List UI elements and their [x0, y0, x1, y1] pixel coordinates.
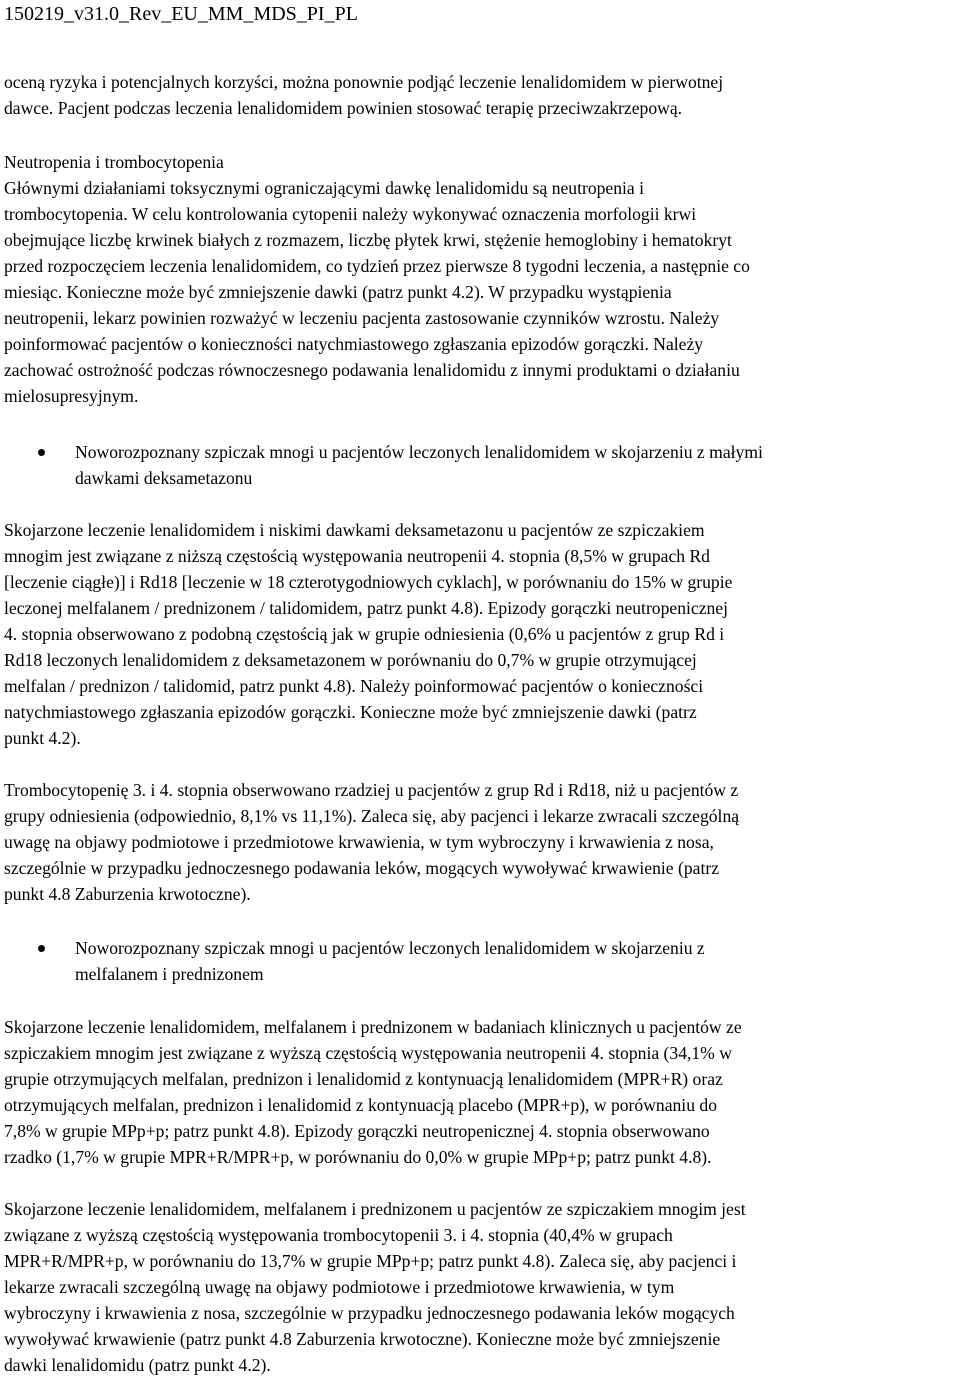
text-line: melfalanem i prednizonem — [75, 964, 264, 984]
section-heading: Neutropenia i trombocytopenia — [4, 152, 224, 172]
text-line: neutropenii, lekarz powinien rozważyć w leczeniu pacjenta zastosowanie czynników wzrostu. Należy — [4, 308, 720, 328]
paragraph-mpr-neutropenia — [4, 1014, 954, 1170]
text-line: wywoływać krwawienie (patrz punkt 4.8 Zaburzenia krwotoczne). Konieczne może być zmniejszenie — [4, 1329, 721, 1349]
text-line: [leczenie ciągłe)] i Rd18 [leczenie w 18 czterotygodniowych cyklach], w porównaniu do 15% w grupie — [4, 572, 733, 592]
text-line: Skojarzone leczenie lenalidomidem, melfalanem i prednizonem w badaniach klinicznych u pacjentów ze — [4, 1017, 742, 1037]
text-line: grupie otrzymujących melfalan, prednizon i lenalidomid z kontynuacją lenalidomidem (MPR+R) oraz — [4, 1069, 723, 1089]
bullet-item-low-dose-dexamethasone — [4, 439, 954, 491]
text-line: przed rozpoczęciem leczenia lenalidomidem, co tydzień przez pierwsze 8 tygodni leczenia, a następnie co — [4, 256, 750, 276]
text-line: miesiąc. Konieczne może być zmniejszenie dawki (patrz punkt 4.2). W przypadku wystąpienia — [4, 282, 672, 302]
bullet-item-melphalan-prednisone — [4, 935, 954, 987]
text-line: lekarze zwracali szczególną uwagę na objawy podmiotowe i przedmiotowe krwawienia, w tym — [4, 1277, 675, 1297]
text-line: trombocytopenia. W celu kontrolowania cytopenii należy wykonywać oznaczenia morfologii krwi — [4, 204, 697, 224]
paragraph-rd-neutropenia — [4, 517, 954, 751]
paragraph-anticoagulation — [4, 69, 954, 121]
text-line: otrzymujących melfalan, prednizon i lenalidomid z kontynuacją placebo (MPR+p), w porównaniu do — [4, 1095, 717, 1115]
text-line: MPR+R/MPR+p, w porównaniu do 13,7% w grupie MPp+p; patrz punkt 4.8). Zaleca się, aby pacjenci i — [4, 1251, 737, 1271]
text-line: szpiczakiem mnogim jest związane z wyższą częstością występowania neutropenii 4. stopnia (34,1% w — [4, 1043, 732, 1063]
text-line: natychmiastowego zgłaszania epizodów gorączki. Konieczne może być zmniejszenie dawki (patrz — [4, 702, 697, 722]
text-line: punkt 4.2). — [4, 728, 81, 748]
bullet-icon — [38, 449, 45, 456]
text-line: Noworozpoznany szpiczak mnogi u pacjentów leczonych lenalidomidem w skojarzeniu z małymi — [75, 442, 763, 462]
text-line: Noworozpoznany szpiczak mnogi u pacjentów leczonych lenalidomidem w skojarzeniu z — [75, 938, 705, 958]
text-line: dawki lenalidomidu (patrz punkt 4.2). — [4, 1355, 271, 1375]
bullet-icon — [38, 945, 45, 952]
text-line: dawkami deksametazonu — [75, 468, 253, 488]
text-line: Głównymi działaniami toksycznymi ograniczającymi dawkę lenalidomidu są neutropenia i — [4, 178, 645, 198]
text-line: szczególnie w przypadku jednoczesnego podawania leków, mogących wywoływać krwawienie (patrz — [4, 858, 720, 878]
text-line: mnogim jest związane z niższą częstością występowania neutropenii 4. stopnia (8,5% w grupach Rd — [4, 546, 710, 566]
paragraph-rd-thrombocytopenia — [4, 777, 954, 907]
text-line: Rd18 leczonych lenalidomidem z deksametazonem w porównaniu do 0,7% w grupie otrzymującej — [4, 650, 697, 670]
section-neutropenia — [4, 149, 954, 409]
paragraph-mpr-thrombocytopenia — [4, 1196, 954, 1378]
text-line: 4. stopnia obserwowano z podobną częstością jak w grupie odniesienia (0,6% u pacjentów z grup Rd i — [4, 624, 725, 644]
text-line: punkt 4.8 Zaburzenia krwotoczne). — [4, 884, 251, 904]
document-header: 150219_v31.0_Rev_EU_MM_MDS_PI_PL — [4, 3, 358, 25]
text-line: uwagę na objawy podmiotowe i przedmiotowe krwawienia, w tym wybroczyny i krwawienia z nosa, — [4, 832, 714, 852]
text-line: związane z wyższą częstością występowania trombocytopenii 3. i 4. stopnia (40,4% w grupach — [4, 1225, 673, 1245]
text-line: poinformować pacjentów o konieczności natychmiastowego zgłaszania epizodów gorączki. Należy — [4, 334, 704, 354]
text-line: Skojarzone leczenie lenalidomidem i niskimi dawkami deksametazonu u pacjentów ze szpiczakiem — [4, 520, 705, 540]
text-line: dawce. Pacjent podczas leczenia lenalidomidem powinien stosować terapię przeciwzakrzepową. — [4, 98, 683, 118]
text-line: melfalan / prednizon / talidomid, patrz punkt 4.8). Należy poinformować pacjentów o konieczności — [4, 676, 704, 696]
text-line: grupy odniesienia (odpowiednio, 8,1% vs 11,1%). Zaleca się, aby pacjenci i lekarze zwracali szczególną — [4, 806, 740, 826]
text-line: obejmujące liczbę krwinek białych z rozmazem, liczbę płytek krwi, stężenie hemoglobiny i hematokryt — [4, 230, 732, 250]
text-line: oceną ryzyka i potencjalnych korzyści, można ponownie podjąć leczenie lenalidomidem w pierwotnej — [4, 72, 724, 92]
text-line: mielosupresyjnym. — [4, 386, 139, 406]
text-line: 7,8% w grupie MPp+p; patrz punkt 4.8). Epizody gorączki neutropenicznej 4. stopnia obserwowano — [4, 1121, 710, 1141]
text-line: leczonej melfalanem / prednizonem / talidomidem, patrz punkt 4.8). Epizody gorączki neutropenicznej — [4, 598, 729, 618]
text-line: rzadko (1,7% w grupie MPR+R/MPR+p, w porównaniu do 0,0% w grupie MPp+p; patrz punkt 4.8). — [4, 1147, 712, 1167]
text-line: Trombocytopenię 3. i 4. stopnia obserwowano rzadziej u pacjentów z grup Rd i Rd18, niż u pacjentów z — [4, 780, 739, 800]
text-line: Skojarzone leczenie lenalidomidem, melfalanem i prednizonem u pacjentów ze szpiczakiem mnogim jest — [4, 1199, 746, 1219]
text-line: zachować ostrożność podczas równoczesnego podawania lenalidomidu z innymi produktami o działaniu — [4, 360, 740, 380]
text-line: wybroczyny i krwawienia z nosa, szczególnie w przypadku jednoczesnego podawania leków mogących — [4, 1303, 735, 1323]
